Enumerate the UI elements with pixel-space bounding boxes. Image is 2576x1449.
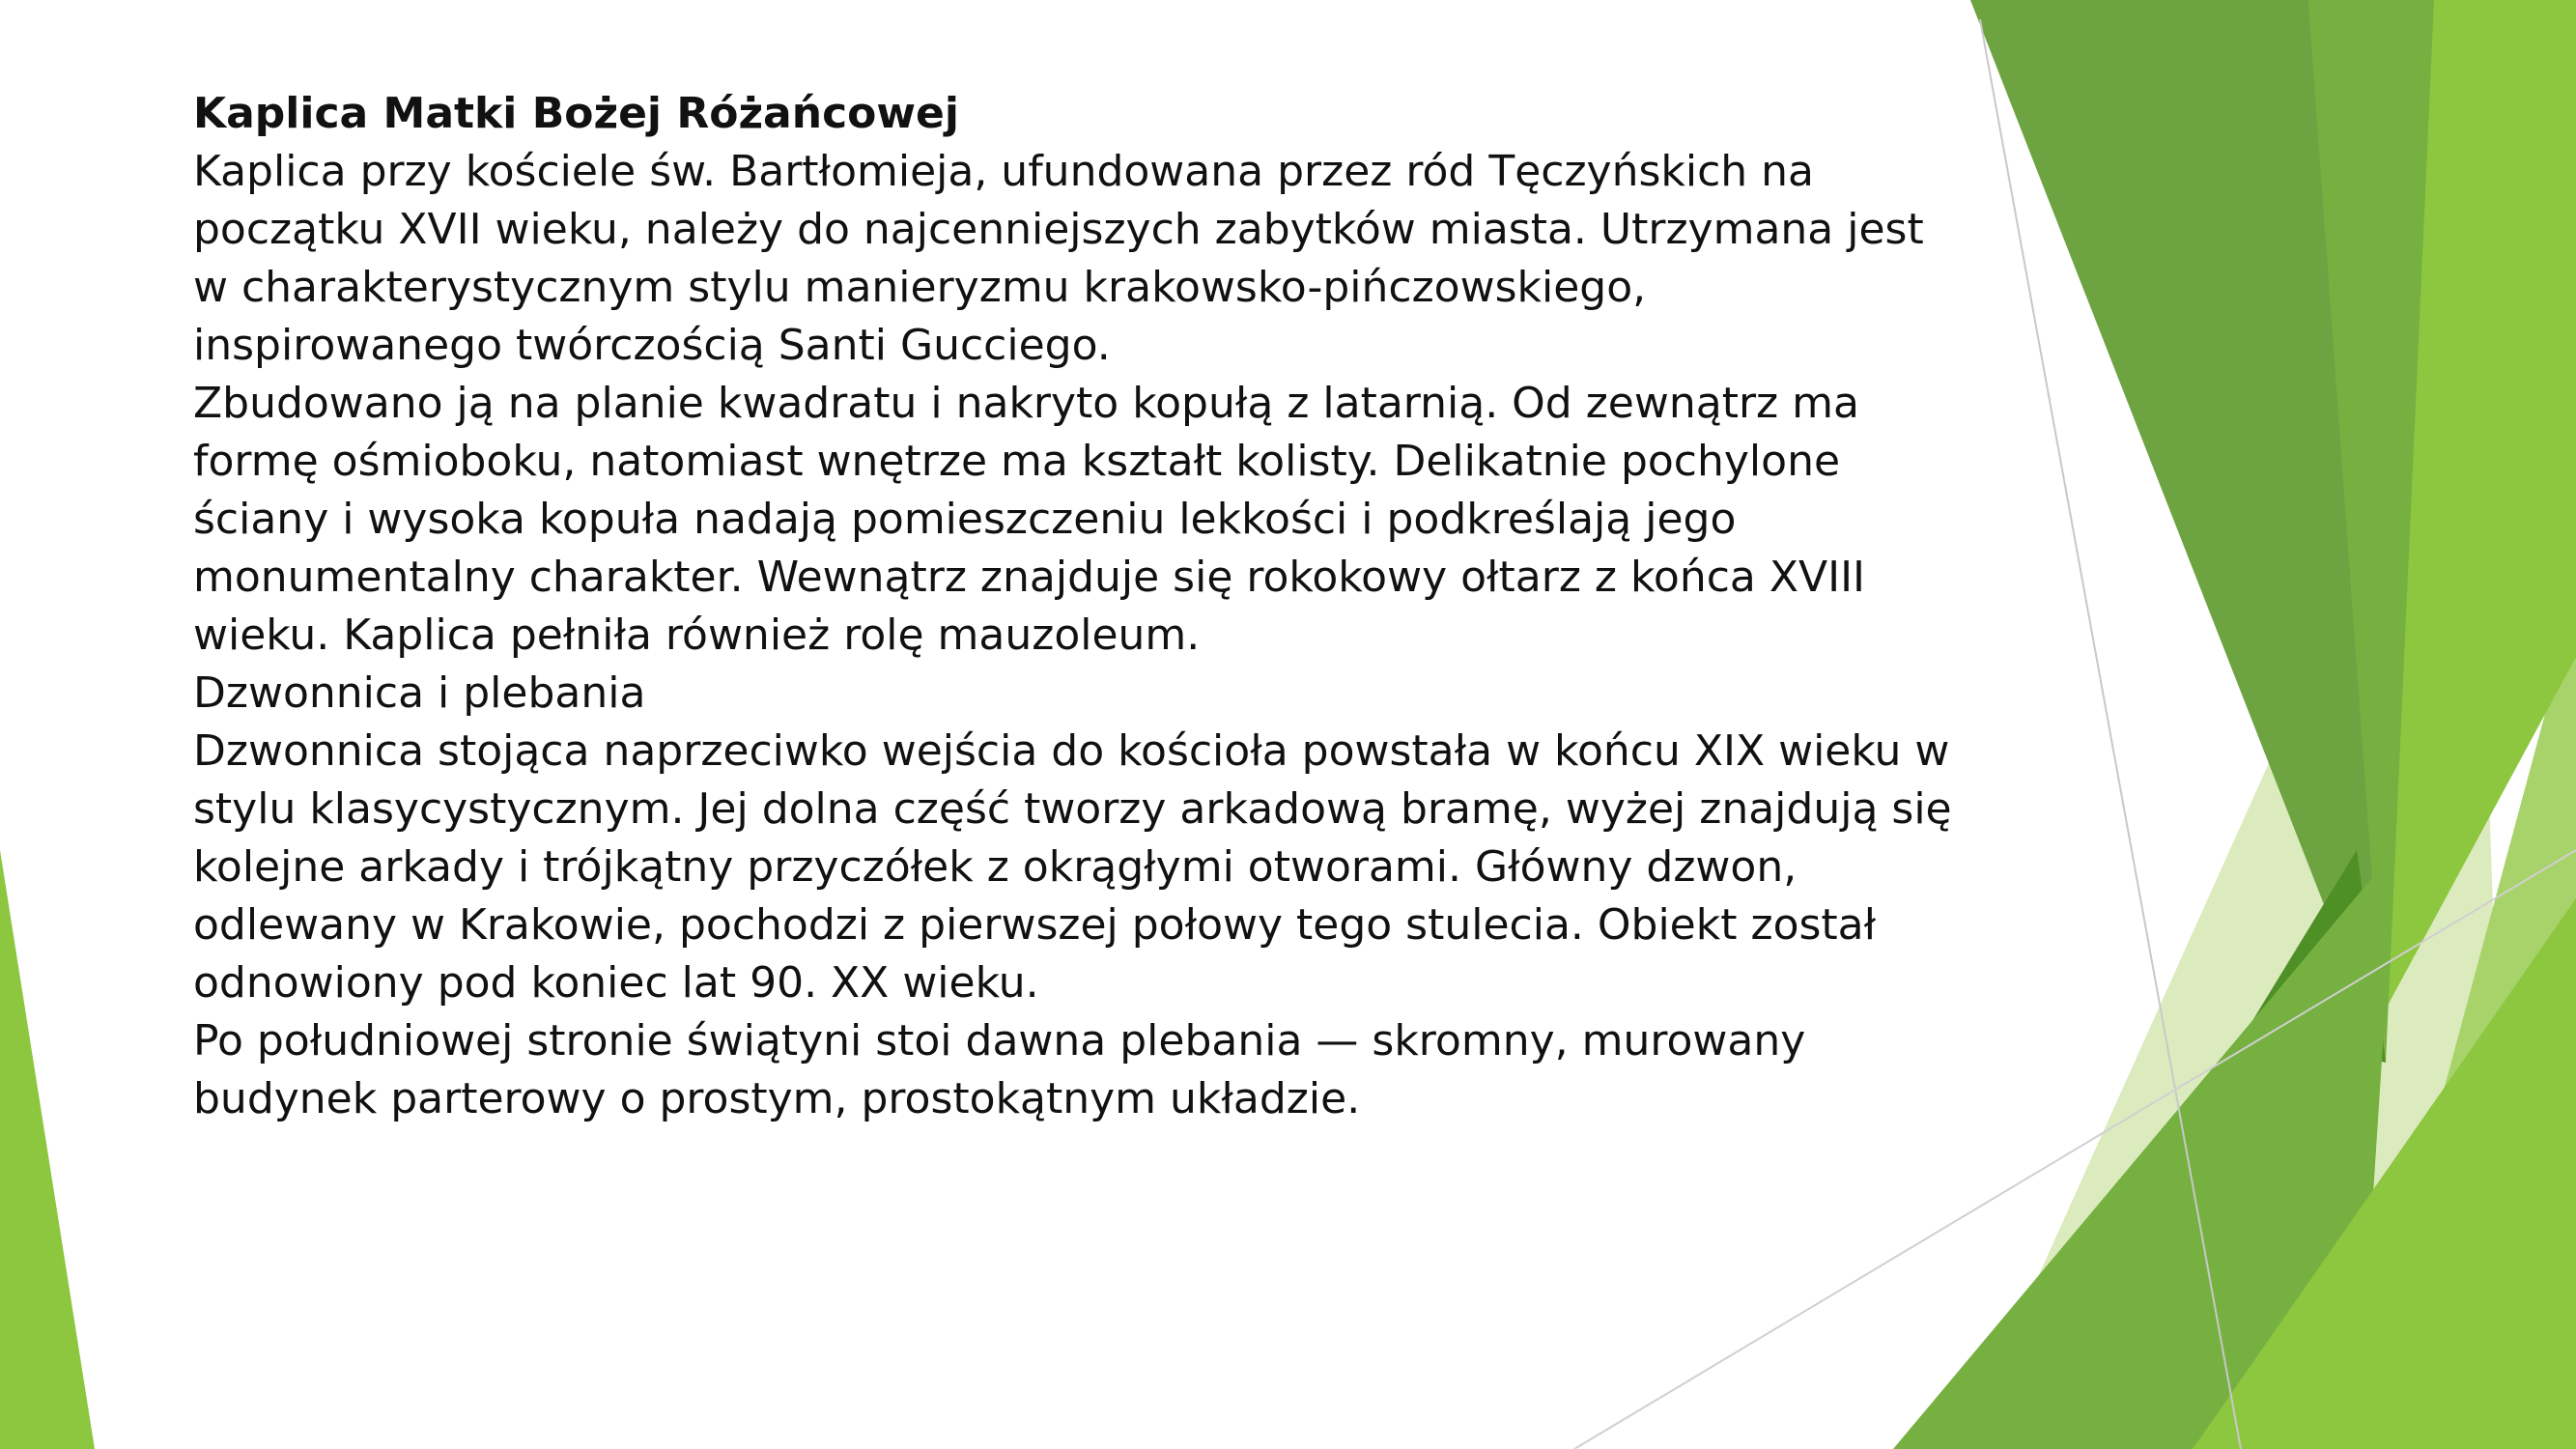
section-heading-chapel: Kaplica Matki Bożej Różańcowej [193,89,959,138]
paragraph-chapel-architecture: Zbudowano ją na planie kwadratu i nakryto kopułą z latarnią. Od zewnątrz ma formę ośmioboku, natomiast wnętrze ma kształt kolisty. Delikatnie pochylone ściany i wysoka kopuła nadają pomieszczeniu lekkości i podkreślają jego monumentalny charakter. Wewnątrz znajduje się rokokowy ołtarz z końca XVIII wieku. Kaplica pełniła również rolę mauzoleum. [193,379,1866,660]
section-heading-belfry: Dzwonnica i plebania [193,668,646,718]
paragraph-rectory: Po południowej stronie świątyni stoi dawna plebania — skromny, murowany budynek parterowy o prostym, prostokątnym układzie. [193,1016,1806,1123]
paragraph-belfry: Dzwonnica stojąca naprzeciwko wejścia do kościoła powstała w końcu XIX wieku w stylu klasycystycznym. Jej dolna część tworzy arkadową bramę, wyżej znajdują się kolejne arkady i trójkątny przyczółek z okrągłymi otworami. Główny dzwon, odlewany w Krakowie, pochodzi z pierwszej połowy tego stulecia. Obiekt został odnowiony pod koniec lat 90. XX wieku. [193,726,1952,1008]
paragraph-chapel-history: Kaplica przy kościele św. Bartłomieja, ufundowana przez ród Tęczyńskich na początku XVII wieku, należy do najcenniejszych zabytków miasta. Utrzymana jest w charakterystycznym stylu manieryzmu krakowsko-pińczowskiego, inspirowanego twórczością Santi Gucciego. [193,147,1924,370]
slide-text-body [193,85,1961,1128]
left-green-facet [0,850,95,1449]
